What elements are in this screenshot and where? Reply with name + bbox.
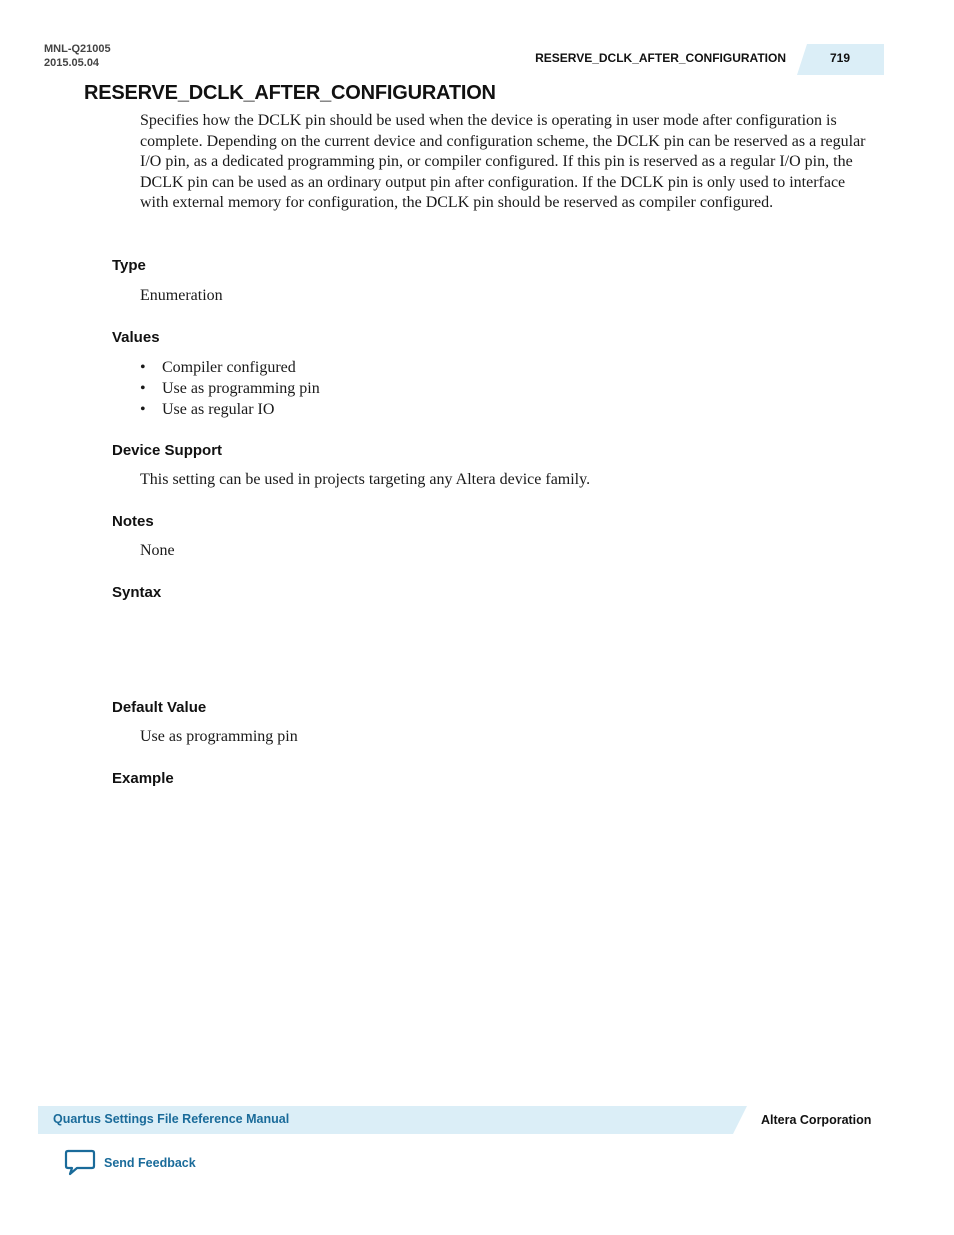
value-item-label: Compiler configured [162, 359, 296, 376]
bullet-icon: • [140, 359, 146, 376]
page-title: RESERVE_DCLK_AFTER_CONFIGURATION [84, 82, 496, 104]
notes-heading: Notes [112, 513, 154, 530]
send-feedback-link[interactable] [64, 1149, 196, 1177]
running-title: RESERVE_DCLK_AFTER_CONFIGURATION [535, 51, 786, 65]
footer-manual-title: Quartus Settings File Reference Manual [53, 1112, 290, 1126]
description-paragraph: Specifies how the DCLK pin should be used when the device is operating in user mode after configuration is complete. Depending on the current device and configuration scheme, the DCLK pin can be reserved as a regular I/O pin, as a dedicated programming pin, or compiler configured. If this pin is reserved as a regular I/O pin, the DCLK pin can be used as an ordinary output pin after configuration. If the DCLK pin is only used to interface with external memory for configuration, the DCLK pin should be reserved as compiler configured. [140, 112, 866, 212]
default-value-text: Use as programming pin [140, 728, 298, 745]
default-value-heading: Default Value [112, 699, 207, 716]
bullet-icon: • [140, 380, 146, 397]
list-item [140, 357, 320, 378]
page-number: 719 [829, 51, 851, 65]
type-value: Enumeration [140, 287, 223, 304]
document-id-block [44, 42, 111, 70]
value-item-label: Use as regular IO [162, 401, 275, 418]
value-item-label: Use as programming pin [162, 380, 320, 397]
notes-text: None [140, 542, 175, 559]
bullet-icon: • [140, 401, 146, 418]
list-item [140, 399, 320, 420]
values-heading: Values [112, 329, 160, 346]
document-date: 2015.05.04 [44, 57, 100, 69]
speech-bubble-icon [64, 1149, 96, 1177]
footer-company: Altera Corporation [761, 1113, 872, 1127]
device-support-heading: Device Support [112, 442, 223, 459]
example-heading: Example [112, 770, 174, 787]
send-feedback-label: Send Feedback [104, 1156, 196, 1170]
values-list [140, 357, 320, 420]
device-support-text: This setting can be used in projects targeting any Altera device family. [140, 471, 591, 488]
document-id: MNL-Q21005 [44, 43, 111, 55]
syntax-heading: Syntax [112, 584, 162, 601]
list-item [140, 378, 320, 399]
type-heading: Type [112, 257, 146, 274]
